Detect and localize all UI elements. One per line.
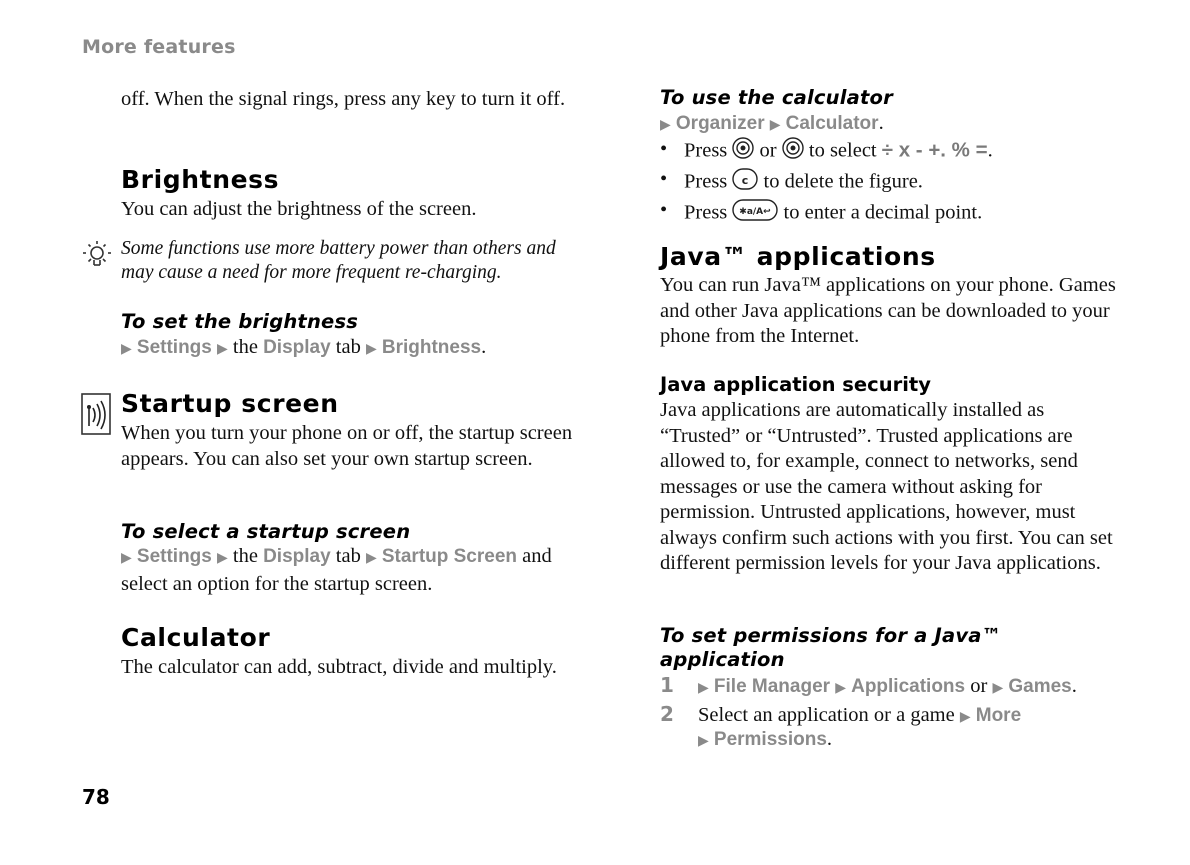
navigation-key-icon — [782, 137, 804, 167]
period: . — [878, 112, 884, 134]
list-item — [660, 198, 1120, 230]
step-number: 2 — [660, 702, 674, 726]
lightbulb-tip-icon — [82, 240, 112, 275]
step-2-text: Select an application or a game — [698, 704, 955, 726]
period: . — [826, 728, 833, 750]
menu-item-file-manager: File Manager — [713, 676, 831, 697]
select-startup-heading: To select a startup screen — [121, 520, 411, 543]
page-header: More features — [82, 36, 236, 58]
startup-menu-path — [121, 544, 591, 597]
brightness-text: You can adjust the brightness of the screen. — [121, 198, 477, 220]
menu-item-brightness: Brightness — [381, 337, 482, 358]
java-text: You can run Java™ applications on your phone. Games and other Java applications can be downloaded to your phone from the Internet. — [660, 274, 1116, 347]
text-select: to select — [808, 139, 877, 162]
battery-note: Some functions use more battery power than others and may cause a need for more frequent re-charging. — [121, 238, 556, 283]
navigation-key-icon — [732, 137, 754, 167]
intro-text: off. When the signal rings, press any key to turn it off. — [121, 88, 566, 110]
brightness-heading: Brightness — [121, 165, 280, 194]
startup-heading: Startup screen — [121, 389, 339, 418]
period: . — [1071, 675, 1077, 697]
menu-arrow-icon: ▶ — [216, 342, 228, 357]
menu-arrow-icon: ▶ — [698, 734, 709, 749]
menu-arrow-icon: ▶ — [769, 118, 781, 133]
menu-arrow-icon: ▶ — [365, 551, 377, 566]
text-press: Press — [684, 201, 728, 224]
set-permissions-heading: To set permissions for a Java™ application — [660, 624, 1002, 671]
java-security-heading: Java application security — [660, 373, 931, 396]
brightness-menu-path — [121, 335, 486, 363]
delete-text: to delete the figure. — [763, 169, 923, 192]
menu-arrow-icon: ▶ — [698, 681, 709, 696]
java-heading: Java™ applications — [660, 242, 936, 271]
menu-arrow-icon: ▶ — [835, 681, 846, 696]
menu-arrow-icon: ▶ — [660, 118, 671, 133]
text-tab: tab — [335, 545, 361, 567]
menu-arrow-icon: ▶ — [365, 342, 377, 357]
permission-step-1 — [660, 673, 1077, 702]
text-tab: tab — [335, 336, 361, 358]
menu-item-more: More — [975, 705, 1022, 726]
text-press: Press — [684, 139, 728, 162]
menu-item-calculator: Calculator — [785, 113, 879, 134]
menu-item-display: Display — [263, 337, 331, 358]
menu-arrow-icon: ▶ — [992, 681, 1004, 696]
period: . — [987, 139, 993, 162]
calculator-operators: ÷ x - +. % = — [881, 138, 988, 162]
calculator-heading: Calculator — [121, 623, 271, 652]
menu-item-applications: Applications — [851, 676, 966, 697]
text-the: the — [232, 545, 258, 567]
menu-arrow-icon: ▶ — [216, 551, 228, 566]
clear-key-icon — [732, 167, 758, 199]
menu-item-display: Display — [263, 546, 331, 567]
startup-step-rest: select an option for the startup screen. — [121, 572, 433, 595]
calculator-text: The calculator can add, subtract, divide and multiply. — [121, 656, 557, 678]
use-calculator-heading: To use the calculator — [660, 86, 893, 109]
step-number: 1 — [660, 673, 674, 697]
list-item — [660, 167, 1120, 199]
clear-key-label: c — [742, 173, 749, 187]
menu-item-organizer: Organizer — [675, 113, 765, 134]
calculator-menu-path — [660, 111, 884, 139]
period: . — [481, 336, 487, 358]
permission-step-2-continued — [698, 727, 832, 755]
page-number: 78 — [82, 785, 110, 809]
set-brightness-heading: To set the brightness — [121, 310, 359, 333]
menu-item-permissions: Permissions — [713, 729, 827, 750]
menu-arrow-icon: ▶ — [959, 710, 971, 725]
calculator-bullets — [660, 137, 1120, 230]
star-key-icon — [732, 198, 778, 230]
startup-text: When you turn your phone on or off, the startup screen appears. You can also set your own startup screen. — [121, 422, 573, 470]
menu-item-games: Games — [1008, 676, 1072, 697]
list-item — [660, 137, 1120, 167]
text-and: and — [522, 545, 552, 567]
star-key-label: ✱a/A↩ — [739, 207, 772, 217]
text-the: the — [232, 336, 258, 358]
text-press: Press — [684, 169, 728, 192]
menu-arrow-icon: ▶ — [121, 342, 132, 357]
menu-item-startup-screen: Startup Screen — [381, 546, 518, 567]
menu-item-settings: Settings — [136, 337, 212, 358]
menu-arrow-icon: ▶ — [121, 551, 132, 566]
menu-item-settings: Settings — [136, 546, 212, 567]
text-or: or — [759, 139, 777, 162]
network-operator-icon — [80, 392, 112, 441]
text-or: or — [970, 675, 988, 697]
java-security-text: Java applications are automatically installed as “Trusted” or “Untrusted”. Trusted applications are allowed to, for example, connect to networks, send messages or use the camera without asking for permission. Untrusted applications, however, must always confirm such actions with you first. You can set different permission levels for your Java applications. — [660, 399, 1113, 574]
decimal-text: to enter a decimal point. — [783, 201, 983, 224]
